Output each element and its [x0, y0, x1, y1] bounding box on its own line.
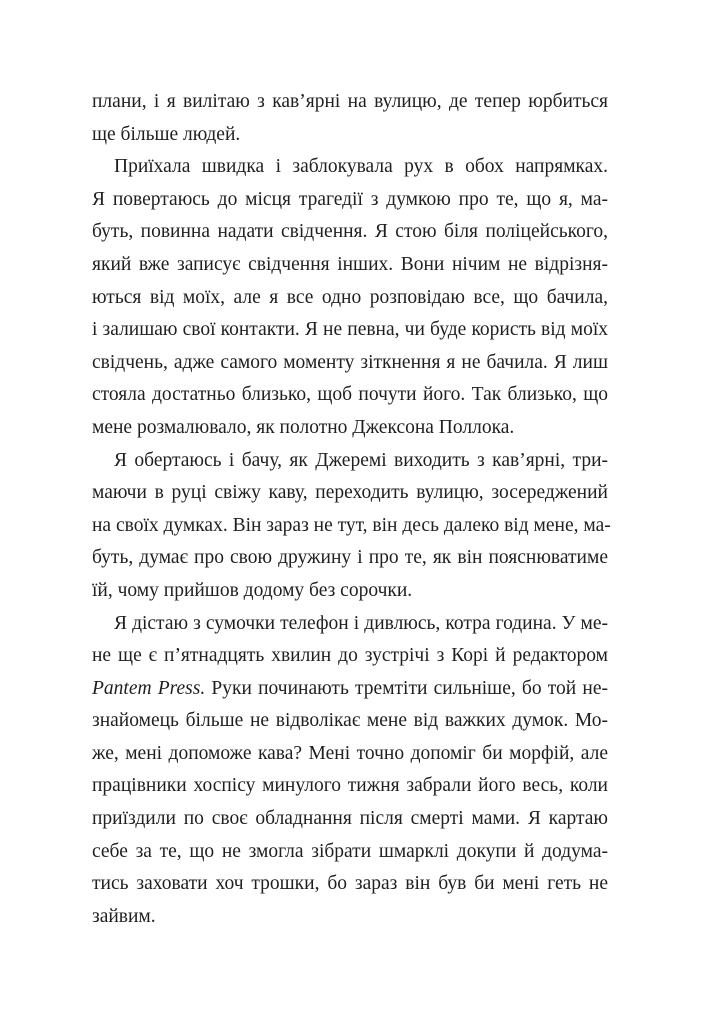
text-fragment: Руки починають тремтіти сильніше, бо той не- — [211, 677, 608, 699]
body-text — [92, 86, 611, 933]
text-line-with-italic — [92, 673, 608, 706]
text-line: приїздили по своє обладнання після смерті мами. Я картаю — [92, 808, 608, 830]
text-line: Я обертаюсь і бачу, як Джеремі виходить з кав’ярні, три- — [114, 449, 608, 471]
text-line: їй, чому прийшов додому без сорочки. — [92, 579, 413, 601]
text-line: свідчень, адже самого моменту зіткнення я не бачила. Я лиш — [92, 351, 608, 373]
text-line: Приїхала швидка і заблокувала рух в обох напрямках. — [114, 156, 608, 178]
text-line: працівники хоспісу минулого тижня забрали його весь, коли — [92, 775, 608, 797]
text-line: мене розмалювало, як полотно Джексона Поллока. — [92, 416, 515, 438]
text-line: Я повертаюсь до місця трагедії з думкою про те, що я, ма- — [92, 188, 608, 210]
text-line: маючи в руці свіжу каву, переходить вулицю, зосереджений — [92, 482, 608, 504]
text-line: буть, повинна надати свідчення. Я стою біля поліцейського, — [92, 221, 608, 243]
text-line: не ще є п’ятнадцять хвилин до зустрічі з Корі й редактором — [92, 645, 608, 667]
text-line: на своїх думках. Він зараз не тут, він десь далеко від мене, ма- — [92, 514, 611, 536]
text-line: Я дістаю з сумочки телефон і дивлюсь, котра година. У ме- — [114, 612, 608, 634]
text-line: тись заховати хоч трошки, бо зараз він був би мені геть не — [92, 873, 608, 895]
publisher-name: Pantem Press. — [92, 677, 206, 699]
text-line: себе за те, що не змогла зібрати шмарклі докупи й додума- — [92, 840, 608, 862]
text-line: зайвим. — [92, 905, 156, 927]
text-line: знайомець більше не відволікає мене від важких думок. Мо- — [92, 710, 608, 732]
text-line: плани, і я вилітаю з кав’ярні на вулицю, де тепер юрбиться — [92, 91, 608, 112]
text-line: який вже записує свідчення інших. Вони нічим не відрізня- — [92, 253, 608, 275]
text-line: ще більше людей. — [92, 123, 241, 145]
text-line: ються від моїх, але я все одно розповідаю все, що бачила, — [92, 286, 608, 308]
text-line: стояла достатньо близько, щоб почути його. Так близько, що — [92, 384, 608, 406]
text-line: же, мені допоможе кава? Мені точно допоміг би морфій, але — [92, 742, 608, 764]
text-line: і залишаю свої контакти. Я не певна, чи буде користь від моїх — [92, 319, 608, 341]
text-line: буть, думає про свою дружину і про те, як він пояснюватиме — [92, 547, 608, 569]
